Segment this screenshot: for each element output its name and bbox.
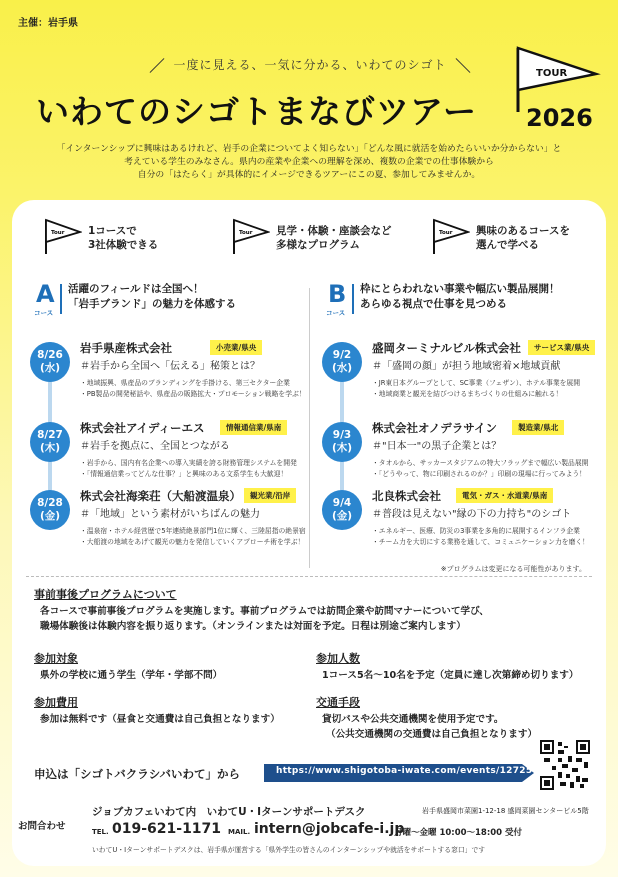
tel-number[interactable]: 019-621-1171 <box>112 821 222 837</box>
company-bullet: ・岩手から、国内有名企業への導入実績を誇る財務管理システムを開発 <box>80 459 297 467</box>
feature-line: 興味のあるコースを <box>476 225 570 237</box>
intro-line: 「インターンシップに興味はあるけれど、岩手の企業についてよく知らない」「どんな風に就活を始めたらいいか分からない」と <box>56 144 562 154</box>
apply-text: 申込は「シゴトバクラシバいわて」から <box>34 767 240 781</box>
date-badge <box>322 490 362 530</box>
feature-flag-label: Tour <box>51 230 65 236</box>
feature-flag-label: Tour <box>439 230 453 236</box>
feature-line: 選んで学べる <box>476 239 539 251</box>
company-bullet: ・エネルギー、医療、防災の3事業を多角的に展開するインフラ企業 <box>372 527 580 535</box>
date-weekday: (金) <box>331 510 353 522</box>
target-heading: 参加対象 <box>34 652 78 665</box>
course-a <box>24 280 306 546</box>
company-bullet: ・JR東日本グループとして、SC事業（フェザン）、ホテル事業を展開 <box>372 379 580 387</box>
features-row <box>30 216 590 262</box>
intro-text <box>30 143 588 182</box>
date-weekday: (木) <box>39 442 61 454</box>
fee-text: 参加は無料です（昼食と交通費は自己負担となります） <box>40 714 280 725</box>
date-day: 8/26 <box>37 349 63 361</box>
company-name: 株式会社アイディーエス <box>80 421 205 435</box>
feature-line: 見学・体験・座談会など <box>276 225 392 237</box>
mail-label: MAIL. <box>228 828 251 836</box>
slash-right <box>455 58 470 73</box>
course-sub: コース <box>326 309 346 317</box>
company-bullet: ・温泉宿・ホテル経営歴で5年連続絶景部門1位に輝く、三陸屈指の絶景宿 <box>80 527 306 535</box>
pre-post-text <box>40 604 600 634</box>
tour-flag-icon <box>42 218 82 254</box>
company-bullet: ・PB製品の開発秘話や、県産品の販路拡大・プロモーション戦略を学ぶ！ <box>80 390 306 398</box>
date-badge <box>30 490 70 530</box>
contact-address: 岩手県盛岡市菜園1-12-18 盛岡菜園センタービル5階 <box>422 807 589 815</box>
company-bullet: ・大船渡の地域をあげて観光の魅力を発信していくアプローチ術を学ぶ！ <box>80 538 305 546</box>
company-bullet: ・地域振興、県産品のブランディングを手掛ける、第三セクター企業 <box>80 379 290 387</box>
fee-heading: 参加費用 <box>34 696 78 709</box>
target-text: 県外の学校に通う学生（学年・学部不問） <box>40 670 223 681</box>
industry-tag: 電気・ガス・水道業/県南 <box>456 488 553 503</box>
contact-desk: ジョブカフェいわて内 いわてU・Iターンサポートデスク <box>92 806 366 818</box>
course-sub: コース <box>34 309 54 317</box>
company-bullet: ・地域商業と観光を結びつけるまちづくりの仕組みに触れる！ <box>372 390 563 398</box>
feature-line: 3社体験できる <box>88 239 159 251</box>
tour-flag-icon <box>512 42 602 112</box>
tour-flag-icon <box>430 218 470 254</box>
date-day: 9/3 <box>332 429 352 441</box>
date-day: 8/27 <box>37 429 63 441</box>
tour-flag-label: TOUR <box>536 68 568 79</box>
contact-footnote: いわてU・Iターンサポートデスクは、岩手県が運営する「県外学生の皆さんのインターンシップや就活をサポートする窓口」です <box>92 846 486 854</box>
date-weekday: (水) <box>331 362 353 374</box>
company-name: 株式会社オノデラサイン <box>372 421 498 435</box>
feature-line: 1コースで <box>88 225 137 237</box>
company-theme: ＃「地域」という素材がいちばんの魅力 <box>80 509 260 520</box>
course-header <box>316 280 596 320</box>
transport-heading: 交通手段 <box>316 696 360 709</box>
section-separator <box>26 576 592 577</box>
date-day: 8/28 <box>37 497 63 509</box>
mail-address[interactable]: intern@jobcafe-i.jp <box>254 821 405 837</box>
course-header <box>24 280 304 320</box>
slash-left <box>150 58 165 73</box>
tour-flag-icon <box>230 218 270 254</box>
date-day: 9/4 <box>332 497 352 509</box>
company-bullet: ・「どうやって、物に印刷されるのか？」印刷の現場に行ってみよう！ <box>372 470 586 478</box>
course-letter: A <box>36 280 55 308</box>
company-bullet: ・タオルから、サッカースタジアムの特大フラッグまで幅広い製品展開 <box>372 459 589 467</box>
industry-tag: サービス業/県央 <box>528 340 595 355</box>
date-weekday: (木) <box>331 442 353 454</box>
course-title <box>68 282 236 312</box>
contact-footer <box>12 800 606 866</box>
intro-line: 自分の「はたらく」が具体的にイメージできるツアーにこの夏、参加してみませんか。 <box>137 170 481 180</box>
course-title-line: 「岩手ブランド」の魅力を体感する <box>68 298 236 310</box>
company-theme: ＃岩手から全国へ「伝える」秘策とは？ <box>80 361 260 372</box>
company-theme: ＃"日本一"の黒子企業とは？ <box>372 441 502 452</box>
company-bullet: ・「情報通信業ってどんな仕事？」と興味のある文系学生も大歓迎！ <box>80 470 288 478</box>
company-name: 盛岡ターミナルビル株式会社 <box>372 341 521 355</box>
date-badge <box>322 422 362 462</box>
date-badge <box>322 342 362 382</box>
course-title-line: 枠にとらわれない事業や幅広い製品展開！ <box>360 283 560 295</box>
industry-tag: 情報通信業/県南 <box>220 420 287 435</box>
date-badge <box>30 342 70 382</box>
date-day: 9/2 <box>332 349 352 361</box>
qr-code-icon[interactable] <box>540 740 590 790</box>
course-divider <box>352 284 354 314</box>
date-weekday: (金) <box>39 510 61 522</box>
company-bullet: ・チーム力を大切にする業務を通して、コミュニケーション力を磨く！ <box>372 538 589 546</box>
feature-text <box>276 224 392 252</box>
change-note: ※プログラムは変更になる可能性があります。 <box>440 565 586 573</box>
company-theme: ＃普段は見えない"縁の下の力持ち"のシゴト <box>372 509 572 520</box>
company-name: 株式会社海楽荘（大船渡温泉） <box>80 489 241 503</box>
capacity-heading: 参加人数 <box>316 652 360 665</box>
course-title-line: あらゆる視点で仕事を見つめる <box>360 298 507 310</box>
industry-tag: 製造業/県北 <box>512 420 564 435</box>
apply-url-link[interactable]: https://www.shigotoba-iwate.com/events/12725 <box>276 766 533 776</box>
company-theme: ＃「盛岡の顔」が担う地域密着×地域貢献 <box>372 361 561 372</box>
course-column-divider <box>309 288 310 568</box>
pre-post-line: 各コースで事前事後プログラムを実施します。事前プログラムでは訪問企業や訪問マナーについて学び、 <box>40 606 489 617</box>
page-title: いわてのシゴトまなびツアー <box>36 92 478 131</box>
content-panel <box>12 200 606 866</box>
feature-line: 多様なプログラム <box>276 239 360 251</box>
tel-label: TEL. <box>92 828 109 836</box>
catchphrase-text: 一度に見える、一気に分かる、いわてのシゴト <box>173 58 447 72</box>
pre-post-heading: 事前事後プログラムについて <box>34 588 177 601</box>
date-weekday: (水) <box>39 362 61 374</box>
course-title <box>360 282 560 312</box>
feature-text <box>476 224 570 252</box>
course-b <box>316 280 596 546</box>
office-hours: 月曜〜金曜 10:00〜18:00 受付 <box>394 828 523 838</box>
date-badge <box>30 422 70 462</box>
feature-text <box>88 224 158 252</box>
course-divider <box>60 284 62 314</box>
transport-text <box>322 712 537 742</box>
catchphrase <box>120 56 500 73</box>
industry-tag: 小売業/県央 <box>210 340 262 355</box>
contact-label: お問合わせ <box>18 821 66 832</box>
year-label: 2026 <box>526 104 593 132</box>
transport-line: （公共交通機関の交通費は自己負担となります） <box>326 729 538 740</box>
transport-line: 貸切バスや公共交通機関を使用予定です。 <box>322 714 504 725</box>
company-theme: ＃岩手を拠点に、全国とつながる <box>80 441 230 452</box>
course-title-line: 活躍のフィールドは全国へ！ <box>68 283 204 295</box>
intro-line: 考えている学生のみなさん。県内の産業や企業への理解を深め、複数の企業での仕事体験から <box>124 157 494 167</box>
course-letter: B <box>328 280 347 308</box>
company-name: 岩手県産株式会社 <box>80 341 172 355</box>
capacity-text: 1コース5名〜10名を予定（定員に達し次第締め切ります） <box>322 670 579 681</box>
company-name: 北良株式会社 <box>372 489 441 503</box>
feature-flag-label: Tour <box>239 230 253 236</box>
organizer: 主催：岩手県 <box>18 18 78 29</box>
industry-tag: 観光業/沿岸 <box>244 488 296 503</box>
pre-post-line: 職場体験後は体験内容を振り返ります。（オンラインまたは対面を予定。日程は別途ご案内します） <box>40 621 466 632</box>
